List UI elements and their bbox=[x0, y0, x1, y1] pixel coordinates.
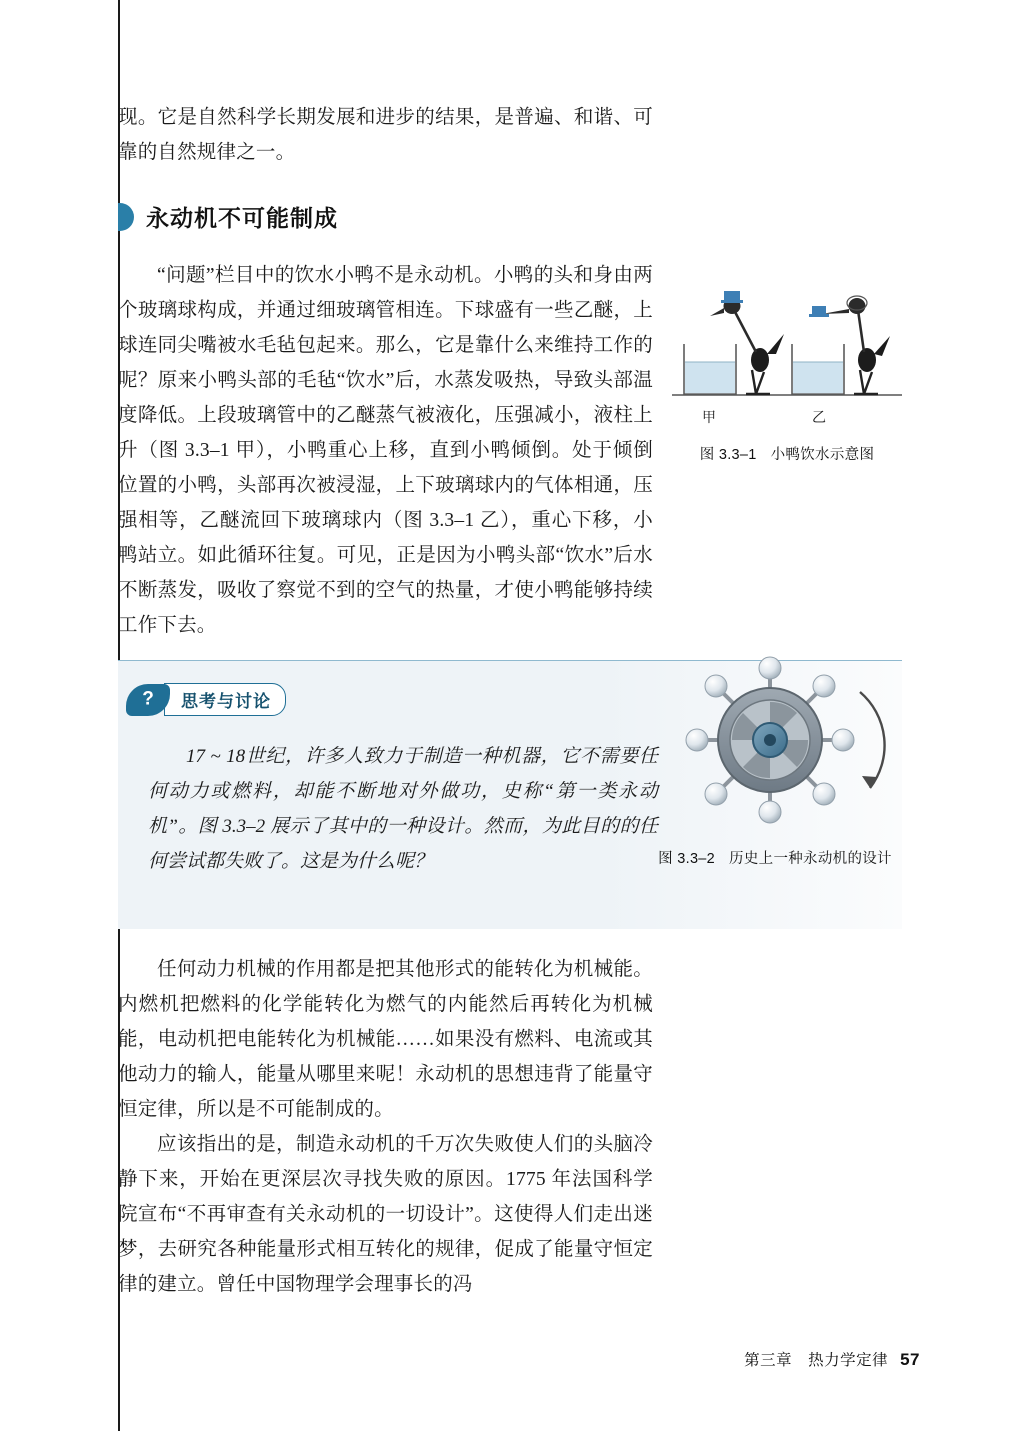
drinking-bird-diagram-svg bbox=[672, 262, 902, 407]
section-marker-icon bbox=[118, 203, 134, 231]
figure-3-3-2-caption bbox=[650, 847, 900, 868]
footer-chapter: 第三章 热力学定律 bbox=[744, 1352, 889, 1369]
page-footer bbox=[0, 1348, 920, 1370]
figure-3-3-1-number: 图 3.3–1 bbox=[699, 447, 757, 463]
duck-paragraph: “问题”栏目中的饮水小鸭不是永动机。小鸭的头和身由两个玻璃球构成，并通过细玻璃管相连。下球盛有一些乙醚，上球连同尖嘴被水毛毡包起来。那么，它是靠什么来维持工作的呢？原来小鸭头部的毛毡“饮水”后，水蒸发吸热，导致头部温度降低。上段玻璃管中的乙醚蒸气被液化，压强减小，液柱上升（图 3.3–1 甲），小鸭重心上移，直到小鸭倾倒。处于倾倒位置的小鸭，头部再次被浸湿，上下玻璃球内的气体相通，压强相等，乙醚流回下玻璃球内（图 3.3–1 乙），重心下移，小鸭站立。如此循环往复。可见，正是因为小鸭头部“饮水”后水不断蒸发，吸收了察觉不到的空气的热量，才使小鸭能够持续工作下去。 bbox=[118, 265, 653, 636]
history-paragraph: 应该指出的是，制造永动机的千万次失败使人们的头脑冷静下来，开始在更深层次寻找失败的原因。1775 年法国科学院宣布“不再审查有关永动机的一切设计”。这使得人们走出迷梦，去研究各种能量形式相互转化的规律，促成了能量守恒定律的建立。曾任中国物理学会理事长的冯 bbox=[118, 1134, 653, 1295]
figure-3-3-2-caption-text: 历史上一种永动机的设计 bbox=[729, 851, 892, 867]
page-number: 57 bbox=[900, 1350, 920, 1369]
figure-3-3-1-sublabels bbox=[672, 407, 902, 429]
intro-paragraph-block bbox=[118, 100, 653, 170]
section-heading bbox=[118, 200, 653, 233]
perpetual-motion-wheel-svg bbox=[650, 640, 900, 845]
history-paragraph-block bbox=[118, 1127, 653, 1302]
intro-paragraph: 现。它是自然科学长期发展和进步的结果，是普遍、和谐、可靠的自然规律之一。 bbox=[118, 107, 653, 163]
duck-paragraph-block bbox=[118, 258, 653, 643]
figure-3-3-1-illustration bbox=[672, 262, 902, 407]
figure-3-3-1-caption-text: 小鸭饮水示意图 bbox=[770, 447, 875, 463]
figure-label-yi: 乙 bbox=[812, 409, 826, 425]
think-and-discuss-label: 思考与讨论 bbox=[164, 683, 286, 716]
discussion-paragraph: 17 ~ 18世纪，许多人致力于制造一种机器，它不需要任何动力或燃料，却能不断地对外做功，史称“第一类永动机”。图 3.3–2 展示了其中的一种设计。然而，为此目的的任何尝试都失败了。这是为什么呢？ bbox=[148, 746, 658, 872]
think-and-discuss-badge bbox=[126, 683, 286, 716]
figure-3-3-2-illustration bbox=[650, 640, 900, 845]
figure-3-3-2 bbox=[650, 640, 900, 868]
figure-label-jia: 甲 bbox=[702, 409, 716, 425]
section-title: 永动机不可能制成 bbox=[146, 205, 338, 231]
machines-paragraph-block bbox=[118, 952, 653, 1127]
machines-paragraph: 任何动力机械的作用都是把其他形式的能转化为机械能。内燃机把燃料的化学能转化为燃气的内能然后再转化为机械能，电动机把电能转化为机械能……如果没有燃料、电流或其他动力的输人，能量从哪里来呢！永动机的思想违背了能量守恒定律，所以是不可能制成的。 bbox=[118, 959, 653, 1120]
figure-3-3-1 bbox=[672, 262, 902, 464]
figure-3-3-1-caption bbox=[672, 443, 902, 464]
figure-3-3-2-number: 图 3.3–2 bbox=[658, 851, 716, 867]
